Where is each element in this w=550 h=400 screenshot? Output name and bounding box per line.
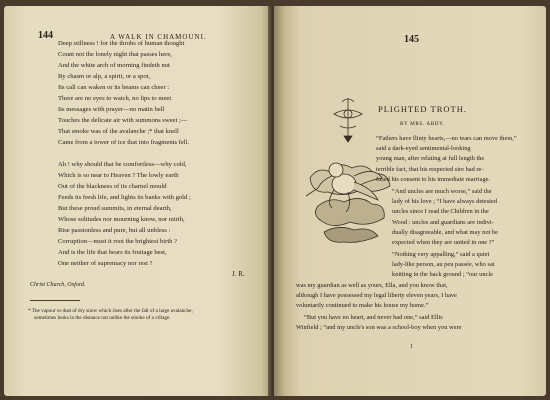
text-line: young man, after relating at full length the xyxy=(376,155,485,163)
article-title: PLIGHTED TROTH. xyxy=(378,104,467,114)
paragraph-2 xyxy=(392,187,498,248)
text-line: lady of his love ; “I have always detested xyxy=(392,198,498,206)
footnote-rule xyxy=(30,300,80,301)
paragraph-4 xyxy=(296,313,461,333)
text-line: expected when they are united in one ?” xyxy=(392,239,495,247)
text-line: “But you have no heart, and never had one,” said Ellis xyxy=(304,314,443,321)
text-line: was my guardian as well as yours, Ella, and you know that, xyxy=(296,282,448,289)
poem-line: One neither of supremacy nor rest ? xyxy=(58,260,153,267)
poem-line: Rise passionless and pure, but all unbless : xyxy=(58,227,171,234)
poem-line: Its call can waken or its beams can cheer : xyxy=(58,84,170,91)
text-line: terrible fact, that his respected sire had re- xyxy=(376,165,484,173)
poem-line: Corruption—must it root the brightest birth ? xyxy=(58,238,178,245)
text-line: “Fathers have flinty hearts,—no tears can move them,” xyxy=(376,135,517,142)
poem-line: Feeds its fresh life, and lights its banks with gold ; xyxy=(58,194,191,201)
text-line: uncles since I read the Children in the xyxy=(392,208,489,216)
poem-line: Out of the blackness of its charnel mould xyxy=(58,183,167,190)
poem-line: Came from a tower of ice that into fragments fell. xyxy=(58,139,190,146)
poem-line: Touches the delicate air with summons sweet ;— xyxy=(58,117,188,124)
text-line: Winfield ; “and my uncle's son was a school-boy when you were xyxy=(296,324,462,332)
text-line: voluntarily continued to make his house my home.” xyxy=(296,302,429,310)
text-line: knitting in the back ground ; “our uncle xyxy=(392,271,493,279)
signature-mark: 1 xyxy=(410,344,413,350)
poem-line: But these proud summits, in eternal dearth, xyxy=(58,205,172,212)
left-page-number: 144 xyxy=(38,30,53,41)
poem-line: Count not the lonely night that passes here, xyxy=(58,51,172,58)
text-line: said a dark-eyed sentimental-looking xyxy=(376,145,471,153)
text-line: although I have possessed my legal liberty eleven years, I have xyxy=(296,292,457,300)
poem-place: Christ Church, Oxford. xyxy=(30,282,86,288)
text-line: “And uncles are much worse,” said the xyxy=(392,188,492,195)
text-line: fused his consent to his immediate marriage. xyxy=(376,175,491,183)
poem-line: Which is so near to Heaven ? The lowly earth xyxy=(58,172,179,179)
paragraph-3-continued xyxy=(296,281,457,312)
footnote-line: * The vapour or dust of dry snow which rises after the fall of a large avalanche, xyxy=(28,308,193,314)
paragraph-3 xyxy=(392,250,495,281)
text-line: dually disagreeable, and what may not be xyxy=(392,228,498,236)
poem-line: And the white arch of morning findeth not xyxy=(58,62,170,69)
poem-line: And is the life that bears its fruitage best, xyxy=(58,249,167,256)
text-line: Wood : uncles and guardians are indivi- xyxy=(392,218,494,226)
poem-line: Deep stillness ! for the throbs of human thought xyxy=(58,40,185,47)
running-head: A WALK IN CHAMOUNI. xyxy=(110,33,207,41)
footnote xyxy=(28,308,238,322)
footnote-line: sometimes looks in the distance not unlike the smoke of a village. xyxy=(34,315,171,321)
poem-line: That smoke was of the avalanche ;* that knell xyxy=(58,128,179,135)
article-byline: BY MRS. ABDY. xyxy=(400,121,445,127)
poem-signature: J. R. xyxy=(232,270,245,278)
poem-line: By chasm or alp, a spirit, or a spot, xyxy=(58,73,151,80)
text-line: lady-like person, au peu passée, who sat xyxy=(392,261,495,269)
poem-line: Whose solitudes nor mourning know, nor mirth, xyxy=(58,216,185,223)
poem-line: Ah ! why should that be comfortless—why cold, xyxy=(58,161,187,168)
text-line: “Nothing very appalling,” said a quiet xyxy=(392,251,490,258)
poem-line: Its messages with prayer—no matin bell xyxy=(58,106,165,113)
poem-line: There are no eyes to watch, no lips to meet xyxy=(58,95,172,102)
paragraph-1 xyxy=(376,134,517,185)
right-page-number: 145 xyxy=(404,34,419,45)
poem xyxy=(58,38,268,269)
